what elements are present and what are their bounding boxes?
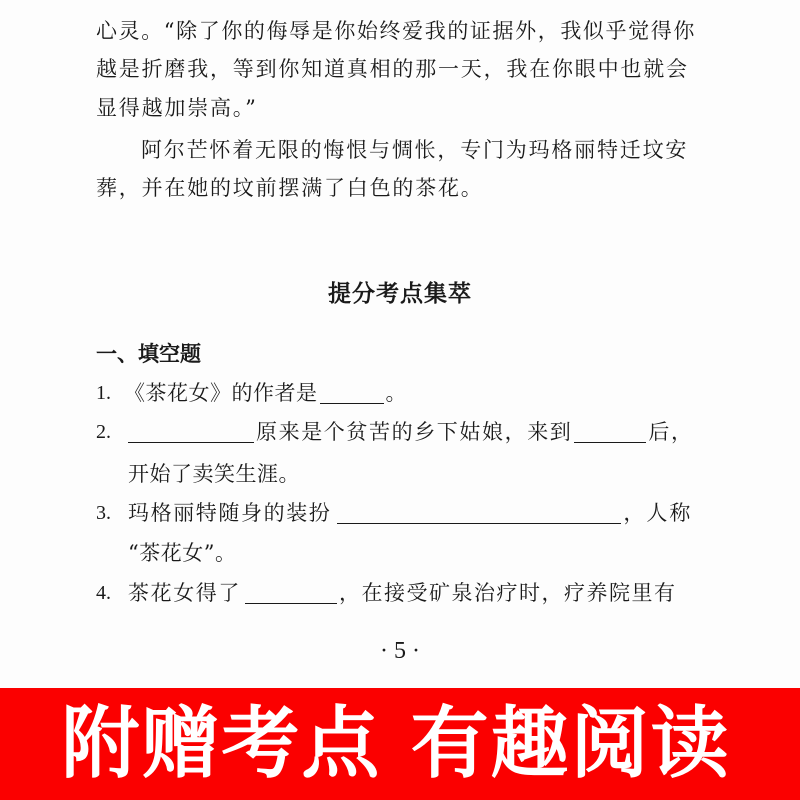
banner-text: 附赠考点 有趣阅读 <box>61 699 731 789</box>
promo-banner <box>0 688 800 800</box>
passage-text: 越是折磨我，等到你知道真相的那一天，我在你眼中也就会 <box>96 57 689 81</box>
question-text: 茶花女得了 <box>128 581 241 605</box>
question-text: 。 <box>385 381 407 405</box>
question-text: 玛格丽特随身的装扮 <box>128 501 332 525</box>
question-text: “茶花女”。 <box>128 541 237 565</box>
passage-line-2 <box>96 54 704 84</box>
answer-blank[interactable] <box>128 420 254 443</box>
question-text: 原来是个贫苦的乡下姑娘，来到 <box>256 420 573 444</box>
question-2 <box>96 417 704 447</box>
question-2-continuation <box>128 459 300 489</box>
passage-line-4 <box>141 135 704 165</box>
question-number: 2. <box>96 421 111 443</box>
question-4 <box>96 578 704 608</box>
answer-blank[interactable] <box>574 420 646 443</box>
question-number: 4. <box>96 582 111 604</box>
question-text: ，人称 <box>623 501 693 525</box>
question-number: 1. <box>96 382 111 404</box>
passage-text: 阿尔芒怀着无限的悔恨与惆怅，专门为玛格丽特迁坟安 <box>141 138 689 162</box>
question-text: 《茶花女》的作者是 <box>124 381 318 405</box>
answer-blank[interactable] <box>337 501 621 524</box>
passage-line-1 <box>96 16 704 46</box>
answer-blank[interactable] <box>320 381 384 404</box>
answer-blank[interactable] <box>245 581 337 604</box>
subsection-title: 一、填空题 <box>96 342 201 366</box>
question-number: 3. <box>96 502 111 524</box>
passage-text: 显得越加崇高。” <box>96 96 258 120</box>
passage-line-3 <box>96 93 704 123</box>
question-text: 后， <box>648 420 694 444</box>
passage-text: 葬，并在她的坟前摆满了白色的茶花。 <box>96 176 484 200</box>
question-3-continuation <box>128 538 236 568</box>
passage-text: 心灵。“除了你的侮辱是你始终爱我的证据外，我似乎觉得你 <box>96 19 696 43</box>
question-3 <box>96 498 704 528</box>
question-text: ，在接受矿泉治疗时，疗养院里有 <box>339 581 677 605</box>
question-text: 开始了卖笑生涯。 <box>128 462 300 486</box>
page-number: · 5 · <box>380 638 420 664</box>
question-1 <box>96 378 407 408</box>
passage-line-5 <box>96 173 704 203</box>
section-title: 提分考点集萃 <box>328 281 472 307</box>
